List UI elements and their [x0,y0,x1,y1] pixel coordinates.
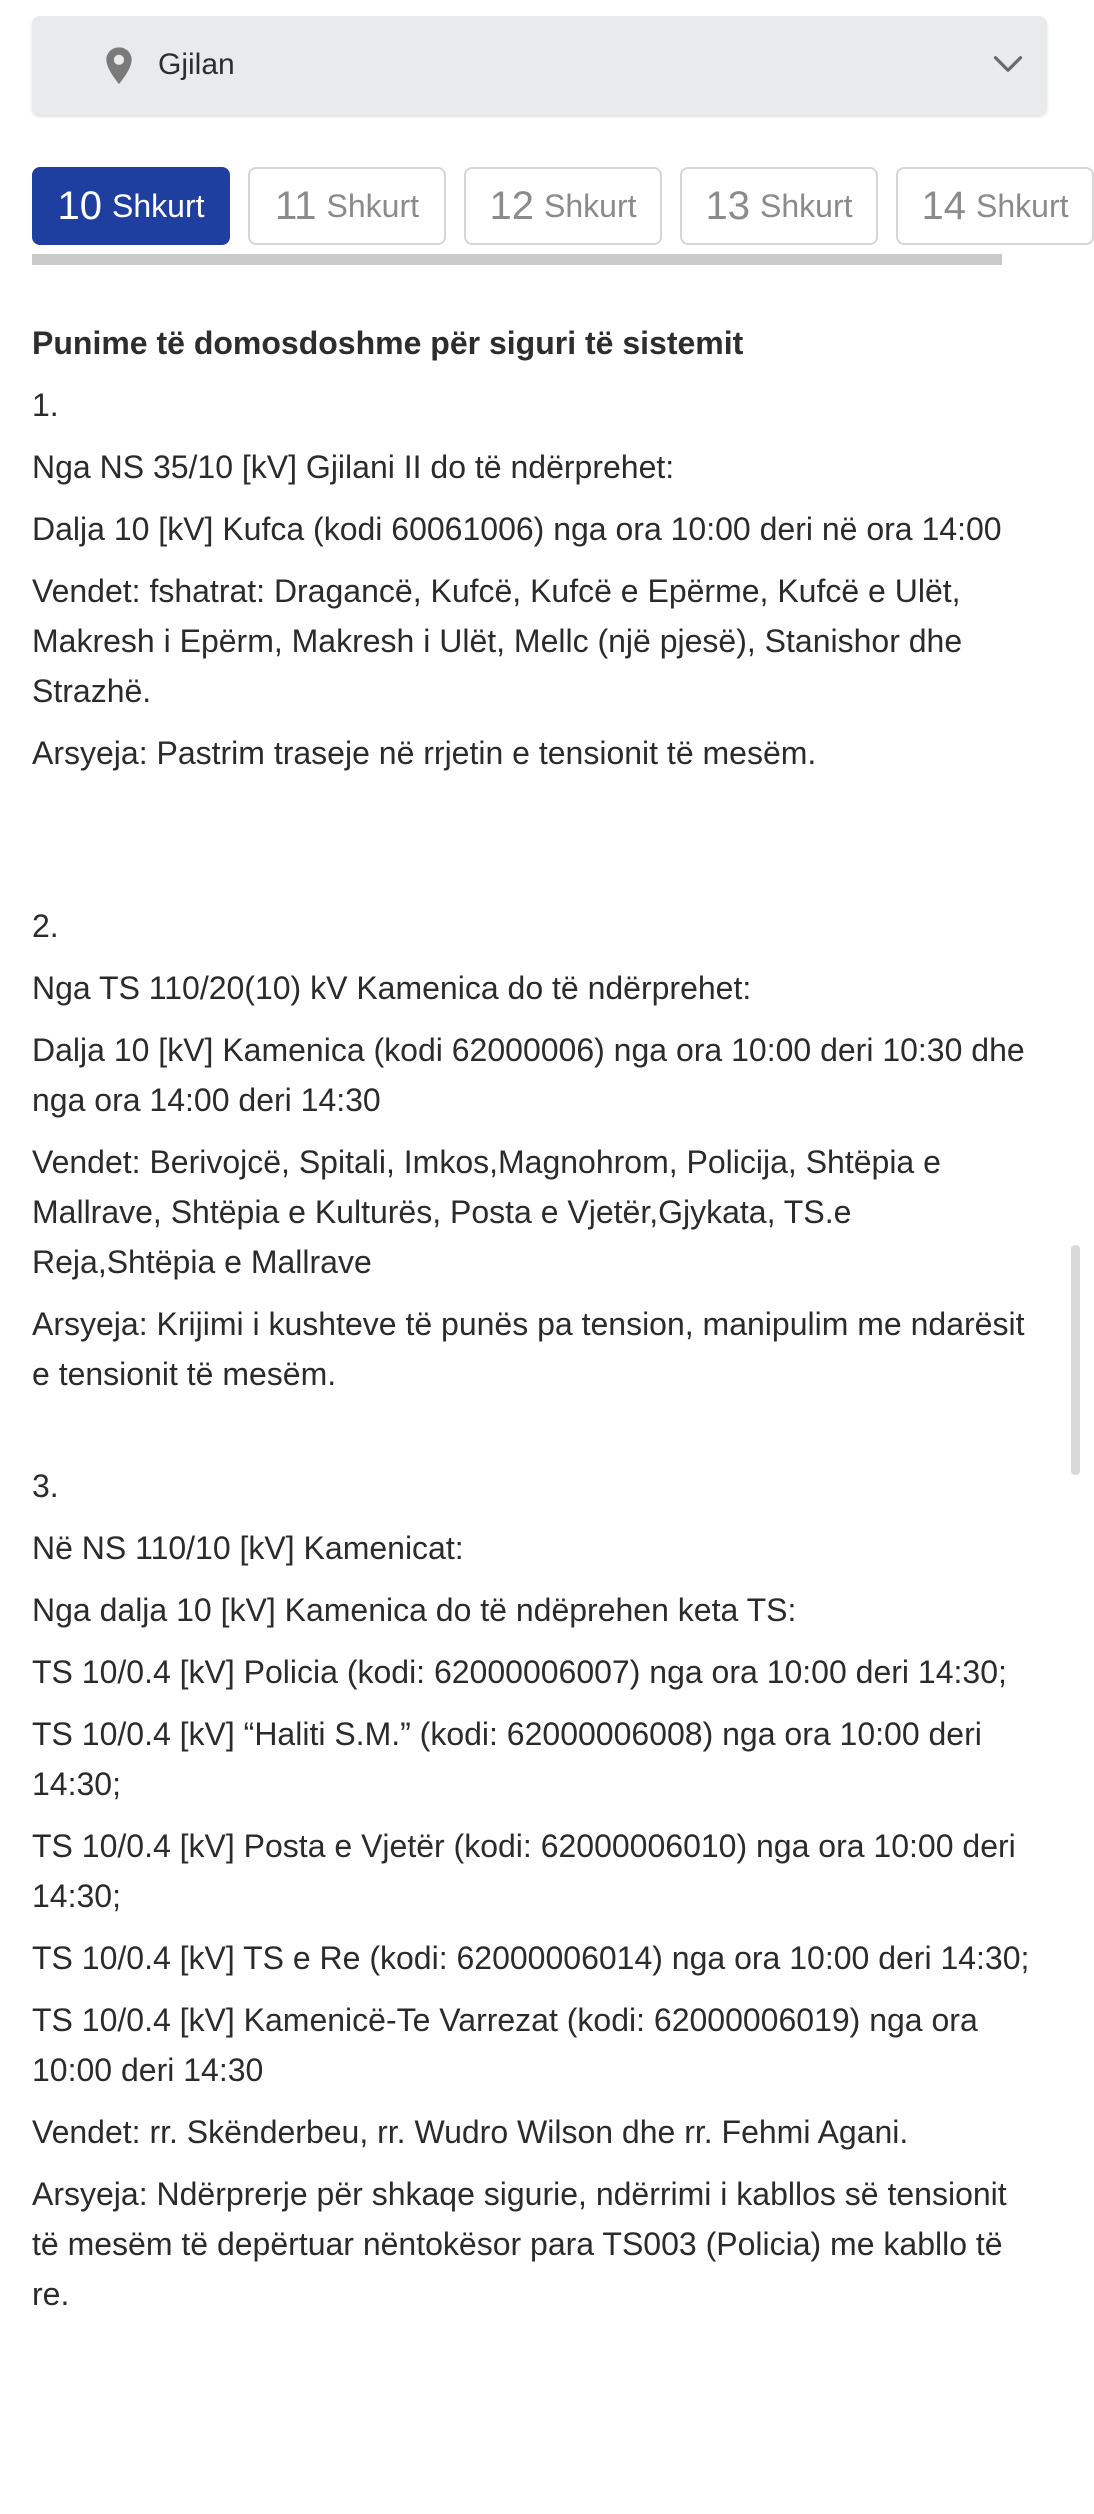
section-spacer [32,790,1042,901]
section-line: Dalja 10 [kV] Kamenica (kodi 62000006) nga ora 10:00 deri 10:30 dhe nga ora 14:00 deri 14:30 [32,1032,1025,1118]
date-tab-month: Shkurt [112,188,205,224]
date-tab-day: 14 [921,184,966,228]
section-line: Nga NS 35/10 [kV] Gjilani II do të ndërprehet: [32,449,675,485]
section-line: Arsyeja: Pastrim traseje në rrjetin e tensionit të mesëm. [32,735,817,771]
section-line: TS 10/0.4 [kV] TS e Re (kodi: 62000006014) nga ora 10:00 deri 14:30; [32,1940,1030,1976]
section-number: 2. [32,908,59,944]
section-line: Vendet: rr. Skënderbeu, rr. Wudro Wilson dhe rr. Fehmi Agani. [32,2114,909,2150]
section-line: Vendet: fshatrat: Dragancë, Kufcë, Kufcë e Epërme, Kufcë e Ulët, Makresh i Epërm, Makresh i Ulët, Mellc (një pjesë), Stanishor dhe Strazhë. [32,573,963,709]
section-line: TS 10/0.4 [kV] Policia (kodi: 62000006007) nga ora 10:00 deri 14:30; [32,1654,1007,1690]
outage-notice [32,318,1042,2331]
section-line: Arsyeja: Krijimi i kushteve të punës pa tension, manipulim me ndarësit e tensionit të mesëm. [32,1306,1025,1392]
date-tab-day: 12 [489,184,534,228]
notice-heading: Punime të domosdoshme për siguri të sistemit [32,325,744,361]
date-tab-13[interactable] [680,167,878,245]
section-line: TS 10/0.4 [kV] Kamenicë-Te Varrezat (kodi: 62000006019) nga ora 10:00 deri 14:30 [32,2002,978,2088]
date-tab-day: 13 [705,184,750,228]
location-select[interactable] [32,16,1047,115]
section-line: Në NS 110/10 [kV] Kamenicat: [32,1530,464,1566]
section-line: Arsyeja: Ndërprerje për shkaqe sigurie, ndërrimi i kabllos së tensionit të mesëm të depërtuar nëntokësor para TS003 (Policia) me kabllo të re. [32,2176,1007,2312]
section-number: 3. [32,1468,59,1504]
date-tab-day: 11 [274,184,317,228]
section-line: TS 10/0.4 [kV] “Haliti S.M.” (kodi: 62000006008) nga ora 10:00 deri 14:30; [32,1716,982,1802]
date-tab-month: Shkurt [544,188,637,224]
section-number: 1. [32,387,59,423]
date-tab-10[interactable] [32,167,230,245]
date-tabs [32,167,1069,245]
section-line: Nga dalja 10 [kV] Kamenica do të ndëprehen keta TS: [32,1592,797,1628]
date-tab-11[interactable] [248,167,446,245]
section-line: Nga TS 110/20(10) kV Kamenica do të ndërprehet: [32,970,752,1006]
location-value: Gjilan [158,48,235,81]
date-tabs-scroller[interactable] [32,167,1069,267]
section-line: Vendet: Berivojcë, Spitali, Imkos,Magnohrom, Policija, Shtëpia e Mallrave, Shtëpia e Kulturës, Posta e Vjetër,Gjykata, TS.e Reja,Shtëpia e Mallrave [32,1144,941,1280]
location-pin-icon [102,46,136,86]
date-tab-14[interactable] [896,167,1094,245]
date-tab-month: Shkurt [760,188,853,224]
section-line: Dalja 10 [kV] Kufca (kodi 60061006) nga ora 10:00 deri në ora 14:00 [32,511,1002,547]
date-tab-day: 10 [57,184,102,228]
date-tabs-scrollbar[interactable] [32,254,1002,265]
date-tab-month: Shkurt [976,188,1069,224]
section-line: TS 10/0.4 [kV] Posta e Vjetër (kodi: 62000006010) nga ora 10:00 deri 14:30; [32,1828,1016,1914]
date-tab-12[interactable] [464,167,662,245]
chevron-down-icon [993,52,1023,76]
date-tab-month: Shkurt [326,188,419,224]
section-spacer [32,1411,1042,1461]
page-scrollbar[interactable] [1071,1245,1080,1475]
